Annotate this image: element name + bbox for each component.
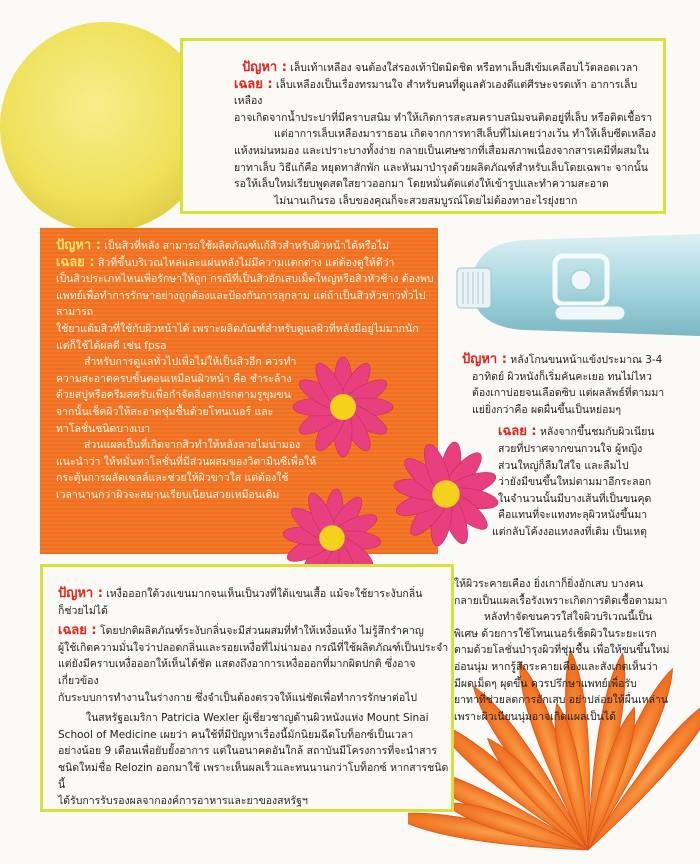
problem-line: แย่ยิ่งกว่าคือ ผดผื่นขึ้นเป็นหย่อมๆ	[472, 403, 622, 416]
answer-line: ในสหรัฐอเมริกา Patricia Wexler ผู้เชี่ยวชาญด้านผิวหนังแห่ง Mount Sinai	[86, 712, 429, 725]
answer-line: ชนิดใหม่ชื่อ Relozin ออกมาใช้ เพราะเห็นผลเร็วและทนนานกว่าโบท็อกซ์ หากสารชนิดนี้	[58, 761, 449, 791]
problem-text: เล็บเท้าเหลือง จนต้องใส่รองเท้าปิดมิดชิด หรือทาเล็บสีเข้มเคลือบไว้ตลอดเวลา	[290, 62, 639, 74]
answer-line: ได้รับการรับรองผลจากองค์การอาหารและยาของสหรัฐฯ	[58, 795, 308, 808]
problem-label: ปัญหา :	[242, 60, 287, 75]
answer-label: เฉลย :	[234, 76, 273, 92]
answer-line: คือแทนที่จะแทงทะลุผิวหนังขึ้นมา	[498, 509, 648, 522]
answer-line: หลังทำจัดขนควรใส่ใจผิวบริเวณนี้เป็น	[484, 611, 653, 624]
answer-line: แต่กลับโค้งงอแทงลงที่เดิม เป็นเหตุ	[492, 525, 647, 538]
answer-line: แพทย์เพื่อทำการรักษาอย่างถูกต้องและป้องกันการลุกลาม แต่ถ้าเป็นสิวหัวขาวทั่วไป สามารถ	[56, 289, 426, 319]
answer-line: กับระบบการทำงานในร่างกาย ซึ่งจำเป็นต้องตรวจให้แน่ชัดเพื่อทำการรักษาต่อไป	[58, 691, 418, 704]
answer-line: พิเศษ ด้วยการใช้โทนเนอร์เช็ดผิวในระยะแรก	[454, 627, 657, 640]
answer-line: แต่ก็ใช้ได้ผลดี เช่น fpsa	[56, 339, 167, 352]
answer-line: สวยที่ปราศจากขนกวนใจ ผู้หญิง	[498, 442, 643, 455]
answer-line: โดยปกติผลิตภัณฑ์ระงับกลิ่นจะมีส่วนผสมที่ทำให้เหงื่อแห้ง ไม่รู้สึกรำคาญ	[99, 625, 424, 638]
answer-line: อย่างน้อย 9 เดือนเพื่อยับยั้งอาการ แต่ในอนาคตอันใกล้ สถาบันมีโครงการที่จะนำสาร	[58, 745, 438, 758]
answer-line: สำหรับการดูแลทั่วไปเพื่อไม่ให้เป็นสิวอีก ควรทำ	[84, 356, 297, 369]
answer-line: รอให้เล็บใหม่เรียบพูดสดใสยาวออกมา โดยหมั่นตัดแต่งให้เข้ารูปและทำความสะอาด	[234, 178, 609, 191]
answer-line: ผู้ใช้เกิดความมั่นใจว่าปลอดกลิ่นและรอยเหงื่อที่ไม่น่ามอง กรณีที่ใช้ผลิตภัณฑ์เป็นประจำ	[58, 641, 449, 654]
answer-line: กลายเป็นแผลเรื้อรังเพราะเกิดการติดเชื้อตามมา	[454, 594, 668, 607]
shaver-image	[455, 228, 700, 346]
answer-line: แห้งหม่นหมอง และเปราะบางทั้งง่าย กลายเป็นเศษซากที่เสื่อมสภาพเนื่องจากสารเคมีที่ผสมใน	[234, 144, 649, 157]
answer-line: แต่ยังมีคราบเหงื่อออกให้เห็นได้ชัด แสดงถึงอาการเหงื่อออกที่มากผิดปกติ ซึ่งอาจเกี่ยวข้อง	[58, 658, 416, 687]
answer-line: แต่อาการเล็บเหลืองมาราธอน เกิดจากการทาสีเล็บที่ไม่เคยว่างเว้น ทำให้เล็บซีดเหลือง	[274, 128, 656, 141]
answer-line: ให้ผิวระคายเคือง ยิ่งเกาก็ยิ่งอักเสบ บางคน	[454, 578, 644, 590]
answer-line: ไม่นานเกินรอ เล็บของคุณก็จะสวยสมบูรณ์โดยไม่ต้องทาอะไรยุ่งยาก	[274, 194, 578, 207]
answer-label: เฉลย :	[58, 623, 97, 639]
answer-line: เพราะผิวเนียนนุ่มอาจเกิดแผลเป็นได้	[454, 710, 616, 723]
answer-line: จากนั้นเช็ดผิวให้สะอาดชุ่มชื้นด้วยโทนเนอร์ และ	[56, 405, 274, 418]
section-sweat-text	[58, 586, 450, 810]
answer-line: School of Medicine เผยว่า คนใช้ที่มีปัญหาเรื่องนี้มักนิยมฉีดโบท็อกซ์เป็นเวลา	[58, 728, 414, 741]
answer-line: มีผดเม็ดๆ ผุดขึ้น ควรปรึกษาแพทย์เพื่อรับ	[454, 677, 637, 690]
problem-label: ปัญหา :	[56, 238, 101, 253]
problem-line: ต้องเกาบ่อยจนเลือดซิบ แต่ผลลัพธ์ที่ตามมา	[472, 387, 665, 400]
problem-label: ปัญหา :	[462, 352, 507, 367]
answer-line: ใช้ยาแต้มสิวที่ใช้กับผิวหน้าได้ เพราะผลิตภัณฑ์สำหรับดูแลผิวที่หลังมีอยู่ไม่มากนัก	[56, 322, 419, 335]
answer-line: เป็นสิวประเภทไหนเพื่อรักษาให้ถูก กรณีที่เป็นสิวอักเสบเม็ดใหญ่หรือสิวหัวช้าง ต้องพบ	[56, 273, 434, 286]
problem-line: ก็ช่วยไม่ได้	[58, 604, 108, 617]
answer-line: เล็บเหลืองเป็นเรื่องทรมานใจ สำหรับคนที่ดูแลตัวเองดีแต่ศีรษะจรดเท้า อาการเล็บเหลือง	[234, 78, 638, 108]
answer-line: ว่ายังมีขนขึ้นใหม่ตามมาอีกระลอก	[498, 476, 652, 489]
answer-line: กระตุ้นการผลัดเซลล์และช่วยให้ผิวขาวใส แต่ต้องใช้	[56, 472, 289, 485]
answer-line: ยาทาที่ช่วยลดการอักเสบ อย่าปล่อยให้ผื่นเหล่าน	[454, 694, 669, 707]
answer-line: หลังจากขึ้นชมกับผิวเนียน	[539, 426, 655, 439]
answer-line: ส่วนใหญ่ก็ลืมใส่ใจ และลืมไป	[498, 459, 629, 472]
answer-line: ความสะอาดครบขั้นตอนเหมือนผิวหน้า คือ ชำระล้าง	[56, 372, 292, 385]
problem-text: เหงื่อออกใต้วงแขนมากจนเห็นเป็นวงที่ใต้แขนเสื้อ แม้จะใช้ยาระงับกลิ่น	[106, 588, 423, 600]
answer-line: ในจำนวนนั้นมีบางเส้นที่เป็นขนคุด	[498, 492, 652, 505]
pink-daisy-icon	[288, 352, 398, 462]
problem-line: อาทิตย์ ผิวหนังก็เริ่มคันคะเยอ ทนไม่ไหว	[472, 370, 652, 383]
answer-line: ส่วนแผลเป็นที่เกิดจากสิวทำให้หลังลายไม่น่ามอง	[84, 439, 301, 452]
answer-line: สิวที่ขึ้นบริเวณไหล่และแผ่นหลังไม่มีความแตกต่าง แต่ต้องดูให้ดีว่า	[97, 256, 395, 269]
section-ingrown-hair-text-2	[454, 576, 698, 725]
problem-text: หลังโกนขนหน้าแข้งประมาณ 3-4	[510, 354, 663, 366]
answer-line: ทาโลชั่นชนิดบางเบา	[56, 422, 151, 435]
answer-line: ยาทาเล็บ วิธีแก้คือ หยุดทาสักพัก และหันมาบำรุงด้วยผลิตภัณฑ์สำหรับเล็บโดยเฉพาะ จากนั้น	[234, 161, 648, 174]
answer-line: ตามด้วยโลชั่นบำรุงผิวที่ชุ่มชื้น เพื่อให้ขนขึ้นใหม่	[454, 644, 670, 657]
answer-line: ด้วยสบู่หรือครีมสครับเพื่อกำจัดสิ่งสกปรกตามรูขุมขน	[56, 389, 291, 402]
answer-line: แนะนำว่า ให้หมั่นทาโลชั่นที่มีส่วนผสมของวิตามินซีเพื่อให้	[56, 455, 317, 468]
section-yellow-nails-text	[234, 60, 664, 209]
section-ingrown-hair-text	[462, 352, 694, 541]
answer-label: เฉลย :	[56, 254, 95, 270]
answer-line: อ่อนนุ่ม หากรู้สึกระคายเคืองและสังเกตเห็นว่า	[454, 660, 658, 673]
answer-label: เฉลย :	[498, 424, 537, 440]
answer-line: เวลานานกว่าผิวจะสมานเรียบเนียนสวยเหมือนเดิม	[56, 488, 280, 501]
problem-text: เป็นสิวที่หลัง สามารถใช้ผลิตภัณฑ์แก้สิวสำหรับผิวหน้าได้หรือไม่	[104, 240, 390, 252]
answer-line: อาจเกิดจากน้ำประปาที่มีคราบสนิม ทำให้เกิดการสะสมคราบสนิมจนติดอยู่ที่เล็บ หรือติดเชื้อรา	[234, 111, 653, 124]
yellow-polish-image	[0, 22, 210, 232]
problem-label: ปัญหา :	[58, 586, 103, 601]
